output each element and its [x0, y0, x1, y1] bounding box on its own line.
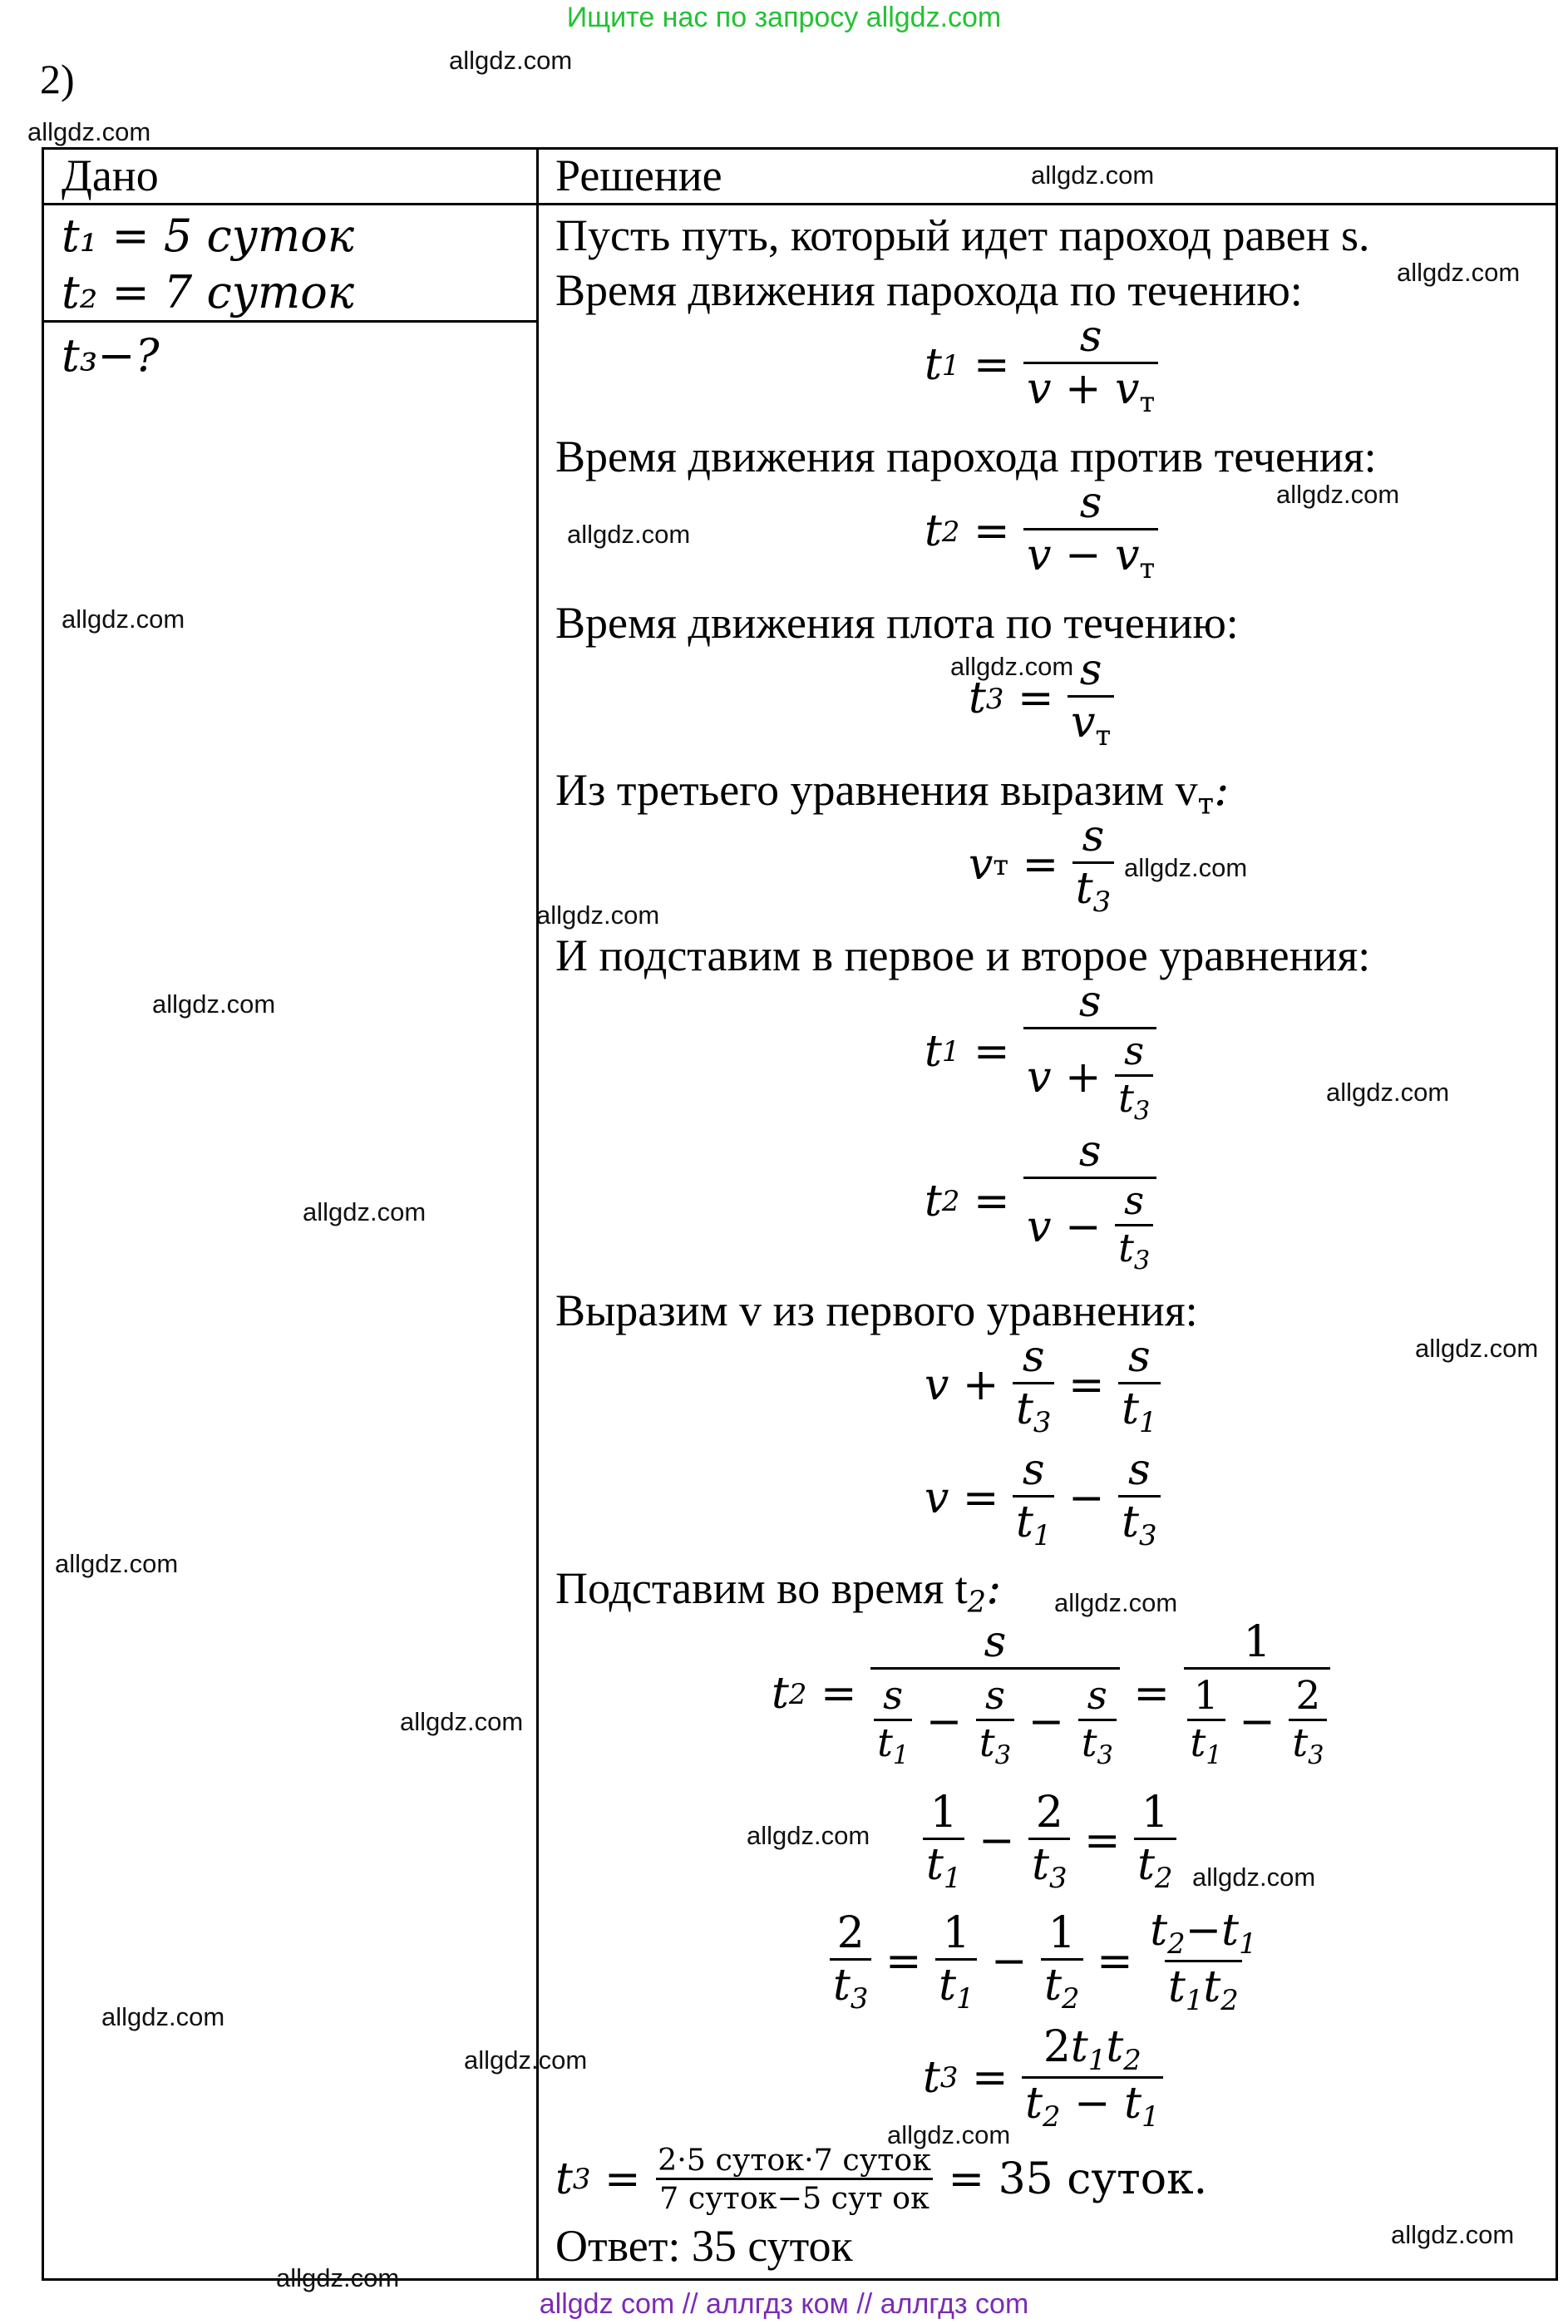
watermark: allgdz.com: [1124, 853, 1248, 882]
watermark: allgdz.com: [1276, 480, 1400, 509]
formula-v: v = $\frac{s}{t_1}$ − $\frac{s}{t_3}$: [925, 1445, 1161, 1552]
formula-t2-sub: t 2 = s v − $\frac{s}{t_3}$: [925, 1127, 1156, 1275]
solution-line-1: Пусть путь, который идет пароход равен s.: [555, 210, 1370, 260]
problem-number: 2): [40, 56, 75, 102]
solution-line-4: Время движения плота по течению:: [555, 598, 1239, 648]
solution-line-5: Из третьего уравнения выразим $v_т$:: [555, 763, 1230, 822]
watermark: allgdz.com: [1031, 160, 1155, 190]
formula-final: t 3 = $\frac{\text{2·5 суток·7 суток}}{\text{7 суток−5 сут ок}}$ = 35 суток.: [555, 2142, 1208, 2216]
solution-line-8: Подставим во время $t_2$:: [555, 1562, 1002, 1620]
given-t2: t₂ = 7 суток: [62, 266, 354, 318]
watermark: allgdz.com: [303, 1197, 427, 1226]
watermark: allgdz.com: [1391, 2220, 1515, 2249]
formula-t2: t 2 = $\frac{s}{v - v_т}$: [925, 478, 1158, 585]
formula-t2-full: t 2 = s $\frac{s}{t_1}$ − $\frac{s}{t_3}$ − $\frac{s}{t_3}$ = 1 $\frac{1}{t_1}$ − $\frac{2}{t_3}$: [772, 1617, 1330, 1770]
watermark: allgdz.com: [400, 1707, 524, 1736]
watermark: allgdz.com: [62, 604, 185, 634]
watermark: allgdz.com: [449, 46, 573, 75]
formula-t1: t 1 = $\frac{s}{v + v_т}$: [925, 312, 1158, 418]
formula-t3-result: t 3 = $\frac{2t_1t_2}{t_2 - t_1}$: [923, 2022, 1163, 2133]
bottom-banner[interactable]: allgdz com // аллгдз ком // аллгдз com: [539, 2288, 1029, 2320]
watermark: allgdz.com: [1054, 1588, 1178, 1617]
watermark: allgdz.com: [464, 2045, 588, 2075]
final-numerator: 2·5 суток·7 суток: [658, 2142, 931, 2178]
watermark: allgdz.com: [27, 117, 151, 146]
formula-recip: $\frac{1}{t_1}$ − $\frac{2}{t_3}$ = $\frac{1}{t_2}$: [923, 1788, 1176, 1894]
watermark: allgdz.com: [887, 2120, 1011, 2149]
solution-line-3: Время движения парохода против течения:: [555, 432, 1377, 481]
solution-line-7: Выразим v из первого уравнения:: [555, 1285, 1198, 1335]
solution-line-2: Время движения парохода по течению:: [555, 265, 1303, 315]
watermark: allgdz.com: [152, 989, 276, 1019]
watermark: allgdz.com: [567, 520, 691, 549]
watermark: allgdz.com: [101, 2002, 225, 2031]
watermark: allgdz.com: [1192, 1863, 1316, 1892]
watermark: allgdz.com: [1326, 1078, 1450, 1107]
formula-t1-sub: t 1 = s v + $\frac{s}{t_3}$: [925, 977, 1156, 1126]
final-denominator: 7 суток−5 сут ок: [656, 2178, 933, 2216]
solution-header: Решение: [555, 150, 722, 200]
watermark: allgdz.com: [1397, 258, 1521, 287]
formula-2-over-t3: $\frac{2}{t_3}$ = $\frac{1}{t_1}$ − $\frac{1}{t_2}$ = $\frac{t_2-t_1}{t_1t_2}$: [830, 1906, 1260, 2016]
final-result: = 35 суток.: [948, 2154, 1208, 2204]
watermark: allgdz.com: [747, 1821, 870, 1850]
solution-line-6: И подставим в первое и второе уравнения:: [555, 930, 1371, 980]
formula-vt: v т = $\frac{s}{t_3}$: [969, 812, 1114, 918]
formula-t3: t 3 = $\frac{s}{v_т}$: [969, 645, 1114, 752]
find-t3: t₃−?: [62, 329, 160, 382]
watermark: allgdz.com: [55, 1549, 179, 1578]
answer: Ответ: 35 суток: [555, 2221, 853, 2271]
given-t1: t₁ = 5 суток: [62, 210, 354, 262]
watermark: allgdz.com: [276, 2263, 400, 2292]
watermark: allgdz.com: [1415, 1334, 1539, 1363]
watermark: allgdz.com: [950, 652, 1074, 681]
formula-v-eq: v + $\frac{s}{t_3}$ = $\frac{s}{t_1}$: [925, 1332, 1161, 1438]
watermark: allgdz.com: [536, 900, 660, 930]
given-header: Дано: [62, 150, 159, 200]
top-banner[interactable]: Ищите нас по запросу allgdz.com: [566, 2, 1002, 33]
